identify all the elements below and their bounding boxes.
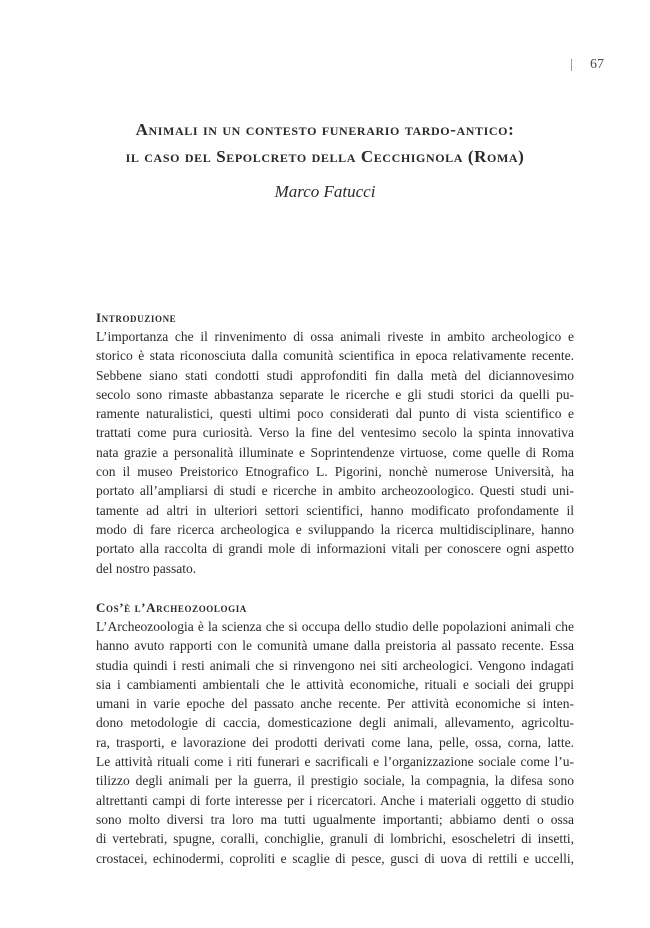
body-line: L’importanza che il rinvenimento di ossa animali riveste in ambito archeologico e xyxy=(96,329,574,344)
body-line: umani in varie epoche del passato anche recente. Per attività economiche si inten- xyxy=(96,696,574,712)
body-line: Sebbene siano stati condotti studi approfonditi fin dalla metà del diciannovesimo xyxy=(96,367,574,383)
body-line: sono molto diversi tra loro ma tutti ugualmente importanti; abbiamo denti o ossa xyxy=(96,811,574,827)
article-title-line-2: il caso del Sepolcreto della Cecchignola (Roma) xyxy=(125,147,525,166)
page-number-rule xyxy=(571,59,572,71)
body-line: di vertebrati, spugne, coralli, conchiglie, granuli di lombrichi, esoscheletri di insetti, xyxy=(96,831,574,847)
body-line: studia quindi i resti animali che si rinvengono nei siti archeologici. Vengono indagati xyxy=(96,657,574,673)
body-line: dono metodologie di caccia, domesticazione degli animali, allevamento, agricoltu- xyxy=(96,715,574,731)
body-line: trattati come pura curiosità. Verso la fine del ventesimo secolo la spinta innovativa xyxy=(96,425,574,441)
body-line: storico è stata riconosciuta dalla comunità scientifica in epoca relativamente recente. xyxy=(96,348,574,364)
body-line: crostacei, echinodermi, coproliti e scaglie di pesce, gusci di uova di rettili e uccelli, xyxy=(96,850,574,866)
article-author: Marco Fatucci xyxy=(274,182,376,201)
body-line: L’Archeozoologia è la scienza che si occupa dello studio delle popolazioni animali che xyxy=(96,619,574,634)
section-body xyxy=(96,327,574,578)
article-header xyxy=(60,116,590,204)
section-archeozoologia xyxy=(96,598,574,868)
body-line: altrettanti campi di forte interesse per i ricercatori. Anche i materiali oggetto di studio xyxy=(96,792,574,808)
body-line: secolo sono rimaste abbastanza separate le ricerche e gli studi storici da quelli pu- xyxy=(96,386,574,402)
body-line: sia i cambiamenti ambientali che le attività economiche, rituali e sociali dei gruppi xyxy=(96,676,574,692)
body-line: Le attività rituali come i riti funerari e sacrificali e l’organizzazione sociale come l’u- xyxy=(96,754,574,770)
body-line: del nostro passato. xyxy=(96,560,197,576)
body-line: con il museo Preistorico Etnografico L. Pigorini, nonchè numerose Università, ha xyxy=(96,464,574,480)
body-line: tamente ad altri in ulteriori settori scientifici, hanno modificato profondamente il xyxy=(96,502,574,518)
page-number: 67 xyxy=(590,57,604,72)
body-line: nata grazie a personalità illuminate e Soprintendenze virtuose, come quelle di Roma xyxy=(96,444,574,460)
body-line: hanno avuto rapporti con le comunità umane dalla preistoria al passato recente. Essa xyxy=(96,638,574,654)
section-heading: Cos’è l’Archeozoologia xyxy=(96,600,247,615)
section-body xyxy=(96,617,574,868)
section-heading: Introduzione xyxy=(96,310,177,325)
body-line: ramente naturalistici, questi ultimi poco considerati dal punto di vista scientifico e xyxy=(96,406,574,422)
body-line: tilizzo degli animali per la guerra, il prestigio sociale, la compagnia, la difesa sono xyxy=(96,773,574,789)
body-line: portato alla raccolta di grandi mole di informazioni vitali per conoscere ogni aspetto xyxy=(96,541,574,557)
body-line: portato all’ampliarsi di studi e ricerche in ambito archeozoologico. Questi studi uni- xyxy=(96,483,574,499)
article-title-line-1: Animali in un contesto funerario tardo-antico: xyxy=(135,120,515,139)
body-line: ra, trasporti, e lavorazione dei prodotti derivati come lana, pelle, ossa, corna, latte. xyxy=(96,734,574,750)
section-introduzione xyxy=(96,308,574,578)
body-line: modo di fare ricerca archeologica e sviluppando la ricerca multidisciplinare, hanno xyxy=(96,521,574,537)
